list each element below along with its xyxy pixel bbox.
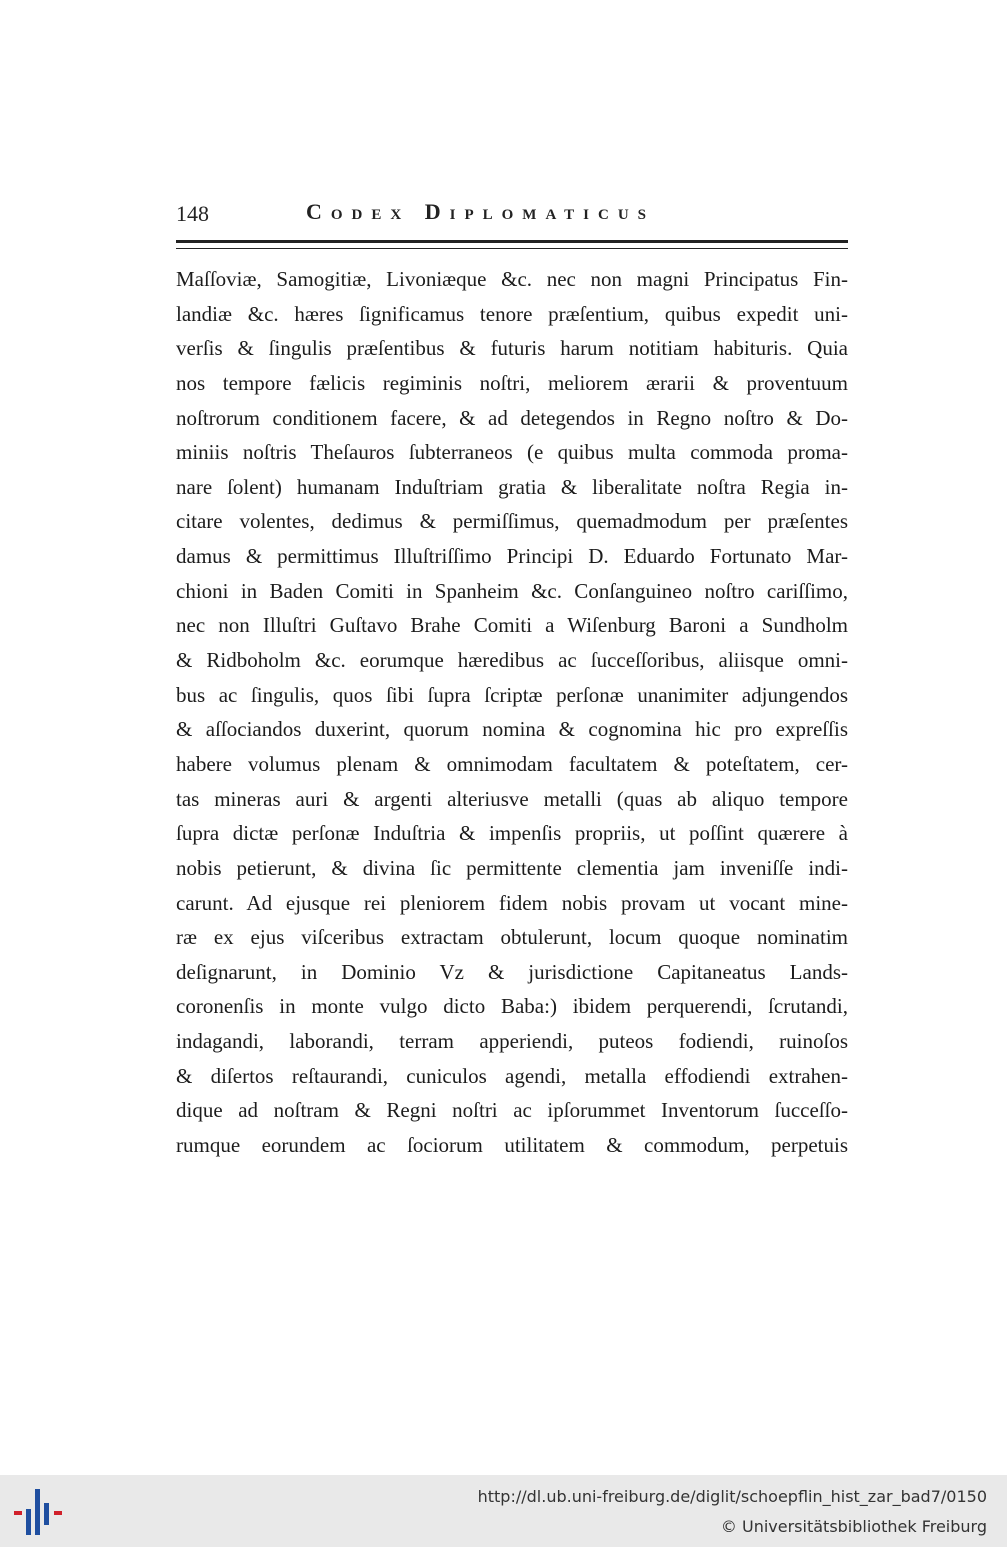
text-line: citare volentes, dedimus & permiſſimus, quemadmodum per præſentes [176, 509, 848, 534]
text-line: nos tempore fælicis regiminis noſtri, meliorem ærarii & proventuum [176, 370, 848, 395]
text-line: indagandi, laborandi, terram apperiendi, puteos fodiendi, ruinoſos [176, 1029, 848, 1054]
running-title: Codex Diplomaticus [306, 199, 656, 224]
text-line: & aſſociandos duxerint, quorum nomina & cognomina hic pro expreſſis [176, 717, 848, 742]
body-text [176, 262, 848, 1163]
text-line: tas mineras auri & argenti alteriusve metalli (quas ab aliquo tempore [176, 786, 848, 811]
text-line: coronenſis in monte vulgo dicto Baba:) ibidem perquerendi, ſcrutandi, [176, 994, 848, 1019]
text-line: & diſertos reſtaurandi, cuniculos agendi, metalla effodiendi extrahen- [176, 1063, 848, 1088]
text-line: verſis & ſingulis præſentibus & futuris harum notitiam habituris. Quia [176, 336, 848, 361]
text-line: deſignarunt, in Dominio Vz & jurisdictione Capitaneatus Lands- [176, 959, 848, 984]
text-line: damus & permittimus Illuſtriſſimo Principi D. Eduardo Fortunato Mar- [176, 544, 848, 569]
page-number: 148 [176, 201, 209, 226]
library-logo-icon[interactable] [14, 1489, 64, 1535]
text-line: dique ad noſtram & Regni noſtri ac ipſorummet Inventorum ſucceſſo- [176, 1098, 848, 1123]
text-line: chioni in Baden Comiti in Spanheim &c. Conſanguineo noſtro cariſſimo, [176, 578, 848, 603]
text-line: ſupra dictæ perſonæ Induſtria & impenſis propriis, ut poſſint quærere à [176, 821, 848, 846]
header-rule-thick [176, 240, 848, 243]
text-line: nec non Illuſtri Guſtavo Brahe Comiti a Wiſenburg Baroni a Sundholm [176, 613, 848, 638]
copyright-text: © Universitätsbibliothek Freiburg [720, 1517, 987, 1536]
page-header [176, 197, 848, 229]
source-url-link[interactable]: http://dl.ub.uni-freiburg.de/diglit/schoepflin_hist_zar_bad7/0150 [477, 1487, 987, 1506]
text-line: miniis noſtris Theſauros ſubterraneos (e quibus multa commoda proma- [176, 440, 848, 465]
text-line: noſtrorum conditionem facere, & ad detegendos in Regno noſtro & Do- [176, 405, 848, 430]
text-line: rumque eorundem ac ſociorum utilitatem & commodum, perpetuis [176, 1133, 848, 1158]
text-line: landiæ &c. hæres ſignificamus tenore præſentium, quibus expedit uni- [176, 301, 848, 326]
text-line: ræ ex ejus viſceribus extractam obtulerunt, locum quoque nominatim [176, 925, 848, 950]
text-line: Maſſoviæ, Samogitiæ, Livoniæque &c. nec non magni Principatus Fin- [176, 267, 848, 291]
footer-bar [0, 1475, 1007, 1547]
text-line: habere volumus plenam & omnimodam facultatem & poteſtatem, cer- [176, 751, 848, 776]
text-line: bus ac ſingulis, quos ſibi ſupra ſcriptæ perſonæ unanimiter adjungendos [176, 682, 848, 707]
text-line: nare ſolent) humanam Induſtriam gratia & liberalitate noſtra Regia in- [176, 474, 848, 499]
text-line: & Ridboholm &c. eorumque hæredibus ac ſucceſſoribus, aliisque omni- [176, 648, 848, 673]
text-line: nobis petierunt, & divina ſic permittente clementia jam inveniſſe indi- [176, 855, 848, 880]
text-line: carunt. Ad ejusque rei pleniorem fidem nobis provam ut vocant mine- [176, 890, 848, 915]
header-rule-thin [176, 248, 848, 249]
